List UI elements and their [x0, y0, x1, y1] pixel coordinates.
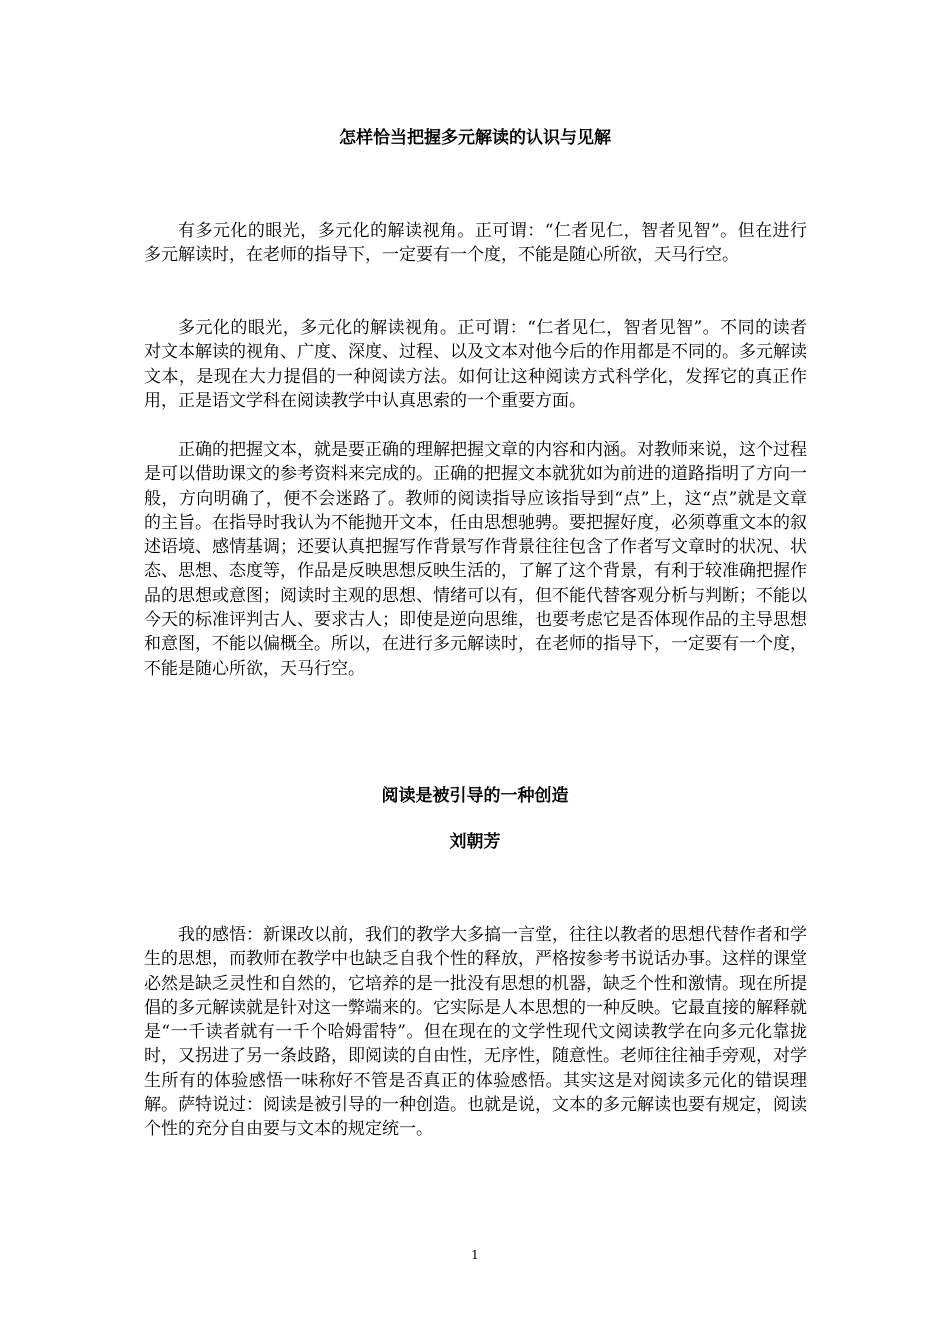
section2-paragraph-1: 我的感悟：新课改以前，我们的教学大多搞一言堂，往往以教者的思想代替作者和学生的思想，而教师在教学中也缺乏自我个性的释放，严格按参考书说话办事。这样的课堂必然是缺乏灵性和自然的，它培养的是一批没有思想的机器，缺乏个性和激情。现在所提倡的多元解读就是针对这一弊端来的。它实际是人本思想的一种反映。它最直接的解释就是“一千读者就有一千个哈姆雷特”。但在现在的文学性现代文阅读教学在向多元化靠拢时，又拐进了另一条歧路，即阅读的自由性，无序性，随意性。老师往往袖手旁观，对学生所有的体验感悟一味称好不管是否真正的体验感悟。其实这是对阅读多元化的错误理解。萨特说过：阅读是被引导的一种创造。也就是说，文本的多元解读也要有规定，阅读个性的充分自由要与文本的规定统一。 — [144, 925, 807, 1140]
section1-paragraph-3: 正确的把握文本，就是要正确的理解把握文章的内容和内涵。对教师来说，这个过程是可以借助课文的参考资料来完成的。正确的把握文本就犹如为前进的道路指明了方向一般，方向明确了，便不会迷路了。教师的阅读指导应该指导到“点”上，这“点”就是文章的主旨。在指导时我认为不能抛开文本，任由思想驰骋。要把握好度，必须尊重文本的叙述语境、感情基调；还要认真把握写作背景写作背景往往包含了作者写文章时的状况、状态、思想、态度等，作品是反映思想反映生活的，了解了这个背景，有利于较准确把握作品的思想或意图；阅读时主观的思想、情绪可以有，但不能代替客观分析与判断；不能以今天的标准评判古人、要求古人；即使是逆向思维，也要考虑它是否体现作品的主导思想和意图，不能以偏概全。所以，在进行多元解读时，在老师的指导下，一定要有一个度，不能是随心所欲，天马行空。 — [144, 440, 807, 679]
page-number: 1 — [471, 1248, 479, 1262]
section1-paragraph-1: 有多元化的眼光，多元化的解读视角。正可谓：“仁者见仁，智者见智”。但在进行多元解读时，在老师的指导下，一定要有一个度，不能是随心所欲，天马行空。 — [144, 221, 807, 266]
section1-paragraph-2: 多元化的眼光，多元化的解读视角。正可谓：“仁者见仁，智者见智”。不同的读者对文本解读的视角、广度、深度、过程、以及文本对他今后的作用都是不同的。多元解读文本，是现在大力提倡的一种阅读方法。如何让这种阅读方式科学化，发挥它的真正作用，正是语文学科在阅读教学中认真思索的一个重要方面。 — [144, 318, 807, 411]
section2-author: 刘朝芳 — [449, 832, 501, 852]
section2-title: 阅读是被引导的一种创造 — [381, 786, 569, 806]
section1-title: 怎样恰当把握多元解读的认识与见解 — [339, 128, 611, 148]
